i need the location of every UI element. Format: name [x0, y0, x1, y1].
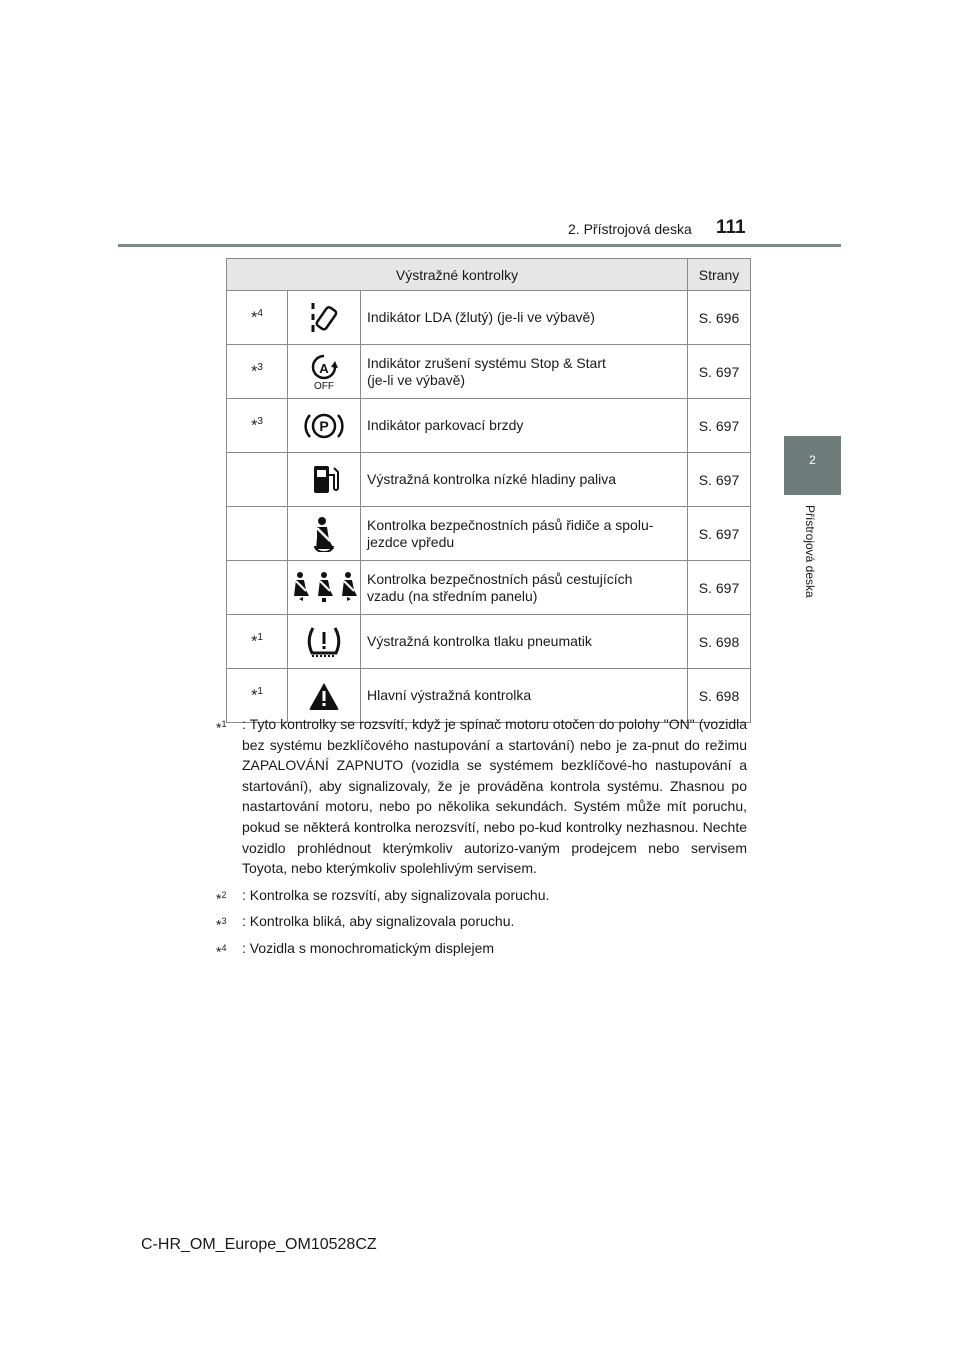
- footnote-ref: [227, 561, 288, 615]
- table-row: [227, 615, 751, 669]
- page-reference[interactable]: S. 698: [688, 615, 751, 669]
- footnote: [216, 714, 747, 879]
- chapter-tab-label: Přístrojová deska: [803, 505, 817, 598]
- lda-lane-departure-icon: [307, 301, 341, 335]
- table-row: [227, 453, 751, 507]
- master-warning-icon: [308, 681, 340, 711]
- footnote: [216, 938, 747, 959]
- footnote-mark: *$^3$: [216, 916, 227, 933]
- page-reference[interactable]: S. 697: [688, 453, 751, 507]
- indicator-description: Indikátor LDA (žlutý) (je-li ve výbavě): [367, 309, 595, 325]
- footnotes: [216, 714, 747, 965]
- table-row: [227, 291, 751, 345]
- footnote-text: : Kontrolka se rozsvítí, aby signalizovala poruchu.: [242, 886, 550, 903]
- footnote-ref: *$^3$: [227, 345, 288, 399]
- stop-start-off-icon: [304, 352, 344, 392]
- footnote-text: : Vozidla s monochromatickým displejem: [242, 939, 495, 956]
- page-number: 111: [716, 217, 746, 238]
- svg-text:OFF: OFF: [314, 380, 334, 392]
- page-reference[interactable]: S. 697: [688, 399, 751, 453]
- table-row: [227, 561, 751, 615]
- footnote-mark: *$^4$: [216, 942, 227, 960]
- indicator-description-line2: (je-li ve výbavě): [367, 371, 466, 388]
- seatbelt-icon: [308, 516, 340, 552]
- chapter-tab[interactable]: 2: [784, 436, 841, 495]
- footnote-ref: [227, 453, 288, 507]
- footnote-ref: [227, 507, 288, 561]
- document-code: C-HR_OM_Europe_OM10528CZ: [141, 1236, 377, 1253]
- footnote: [216, 911, 747, 932]
- header-divider: [118, 244, 841, 247]
- table-row: [227, 345, 751, 399]
- parking-brake-icon: [304, 409, 344, 443]
- indicator-description: Indikátor zrušení systému Stop & Start: [367, 354, 606, 371]
- rear-seatbelt-icon: [289, 570, 359, 606]
- page-reference[interactable]: S. 696: [688, 291, 751, 345]
- page-reference[interactable]: S. 697: [688, 561, 751, 615]
- indicator-description: Kontrolka bezpečnostních pásů cestujících: [367, 570, 633, 587]
- page-reference[interactable]: S. 698: [688, 669, 751, 723]
- footnote: [216, 885, 747, 906]
- table-row: [227, 507, 751, 561]
- page-reference[interactable]: S. 697: [688, 345, 751, 399]
- footnote-mark: *$^1$: [216, 719, 227, 736]
- footnote-text: : Tyto kontrolky se rozsvítí, když je spínač motoru otočen do polohy "ON" (vozidla bez systému bezklíčového nastupování a startování) nebo je za-pnut do režimu ZAPALOVÁNÍ ZAPNUTO (vozidla se systémem bezklíčové-ho nastupování a startování), aby signalizovaly, že je prováděna kontrola systému. Zhasnou po nastartování motoru, nebo po několika sekundách. Systém může mít poruchu, pokud se některá kontrolka nerozsvítí, nebo po-kud kontrolky nezhasnou. Nechte vozidlo prohlédnout kterýmkoliv autorizo-vaným prodejcem nebo servisem Toyota, nebo kterýmkoliv spolehlivým servisem.: [242, 716, 747, 877]
- indicator-description: Hlavní výstražná kontrolka: [367, 687, 532, 703]
- fuel-pump-icon: [309, 463, 339, 497]
- footnote-ref: *$^3$: [227, 399, 288, 453]
- footnote-ref: *$^1$: [227, 669, 288, 723]
- indicator-table: [226, 258, 751, 723]
- footnote-mark: *$^2$: [216, 889, 227, 907]
- indicator-description-line2: jezdce vpředu: [367, 533, 455, 550]
- col-header-page: Strany: [688, 259, 751, 291]
- svg-text:A: A: [319, 360, 329, 376]
- table-row: [227, 399, 751, 453]
- indicator-description: Kontrolka bezpečnostních pásů řidiče a spolu-: [367, 516, 654, 533]
- page-reference[interactable]: S. 697: [688, 507, 751, 561]
- indicator-description: Výstražná kontrolka tlaku pneumatik: [367, 633, 592, 649]
- indicator-description-line2: vzadu (na středním panelu): [367, 587, 538, 604]
- footnote-ref: *$^4$: [227, 291, 288, 345]
- tire-pressure-icon: [304, 625, 344, 659]
- svg-text:P: P: [319, 417, 329, 434]
- footnote-text: : Kontrolka bliká, aby signalizovala poruchu.: [242, 913, 515, 930]
- indicator-description: Indikátor parkovací brzdy: [367, 417, 524, 433]
- footnote-ref: *$^1$: [227, 615, 288, 669]
- col-header-indicator: Výstražné kontrolky: [227, 259, 688, 291]
- indicator-description: Výstražná kontrolka nízké hladiny paliva: [367, 471, 617, 487]
- section-title: 2. Přístrojová deska: [568, 221, 692, 237]
